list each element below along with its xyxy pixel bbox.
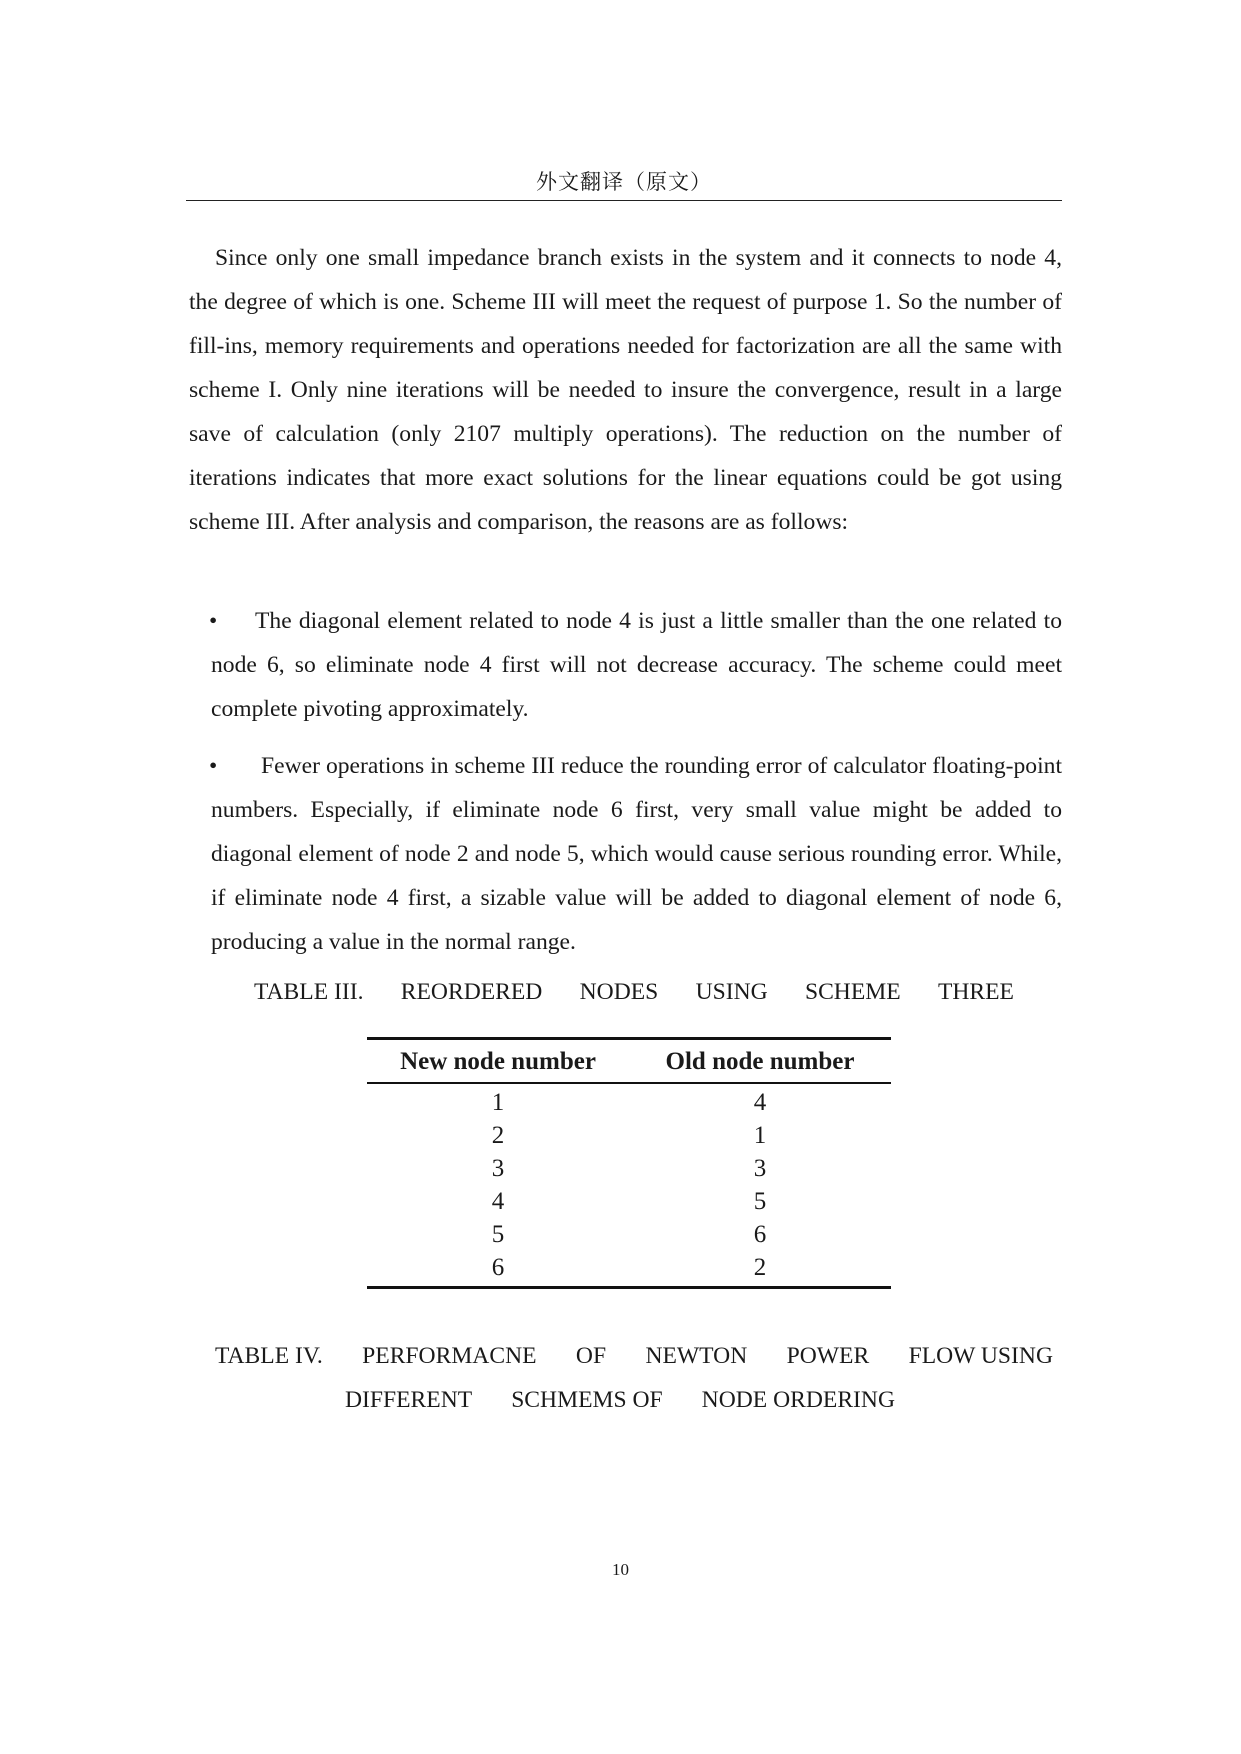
caption-word: DIFFERENT [345, 1387, 473, 1413]
caption-word: THREE [937, 979, 1014, 1005]
table-cell: 4 [753, 1089, 767, 1116]
table-cell: 2 [753, 1254, 767, 1281]
table-cell: 3 [753, 1155, 767, 1182]
table-caption [254, 979, 1014, 1006]
caption-word: USING [695, 979, 768, 1005]
caption-word: SCHEME [804, 979, 901, 1005]
table-row [367, 1218, 891, 1251]
column-header: Old node number [665, 1048, 855, 1075]
table-row [367, 1083, 891, 1119]
caption-word: SCHMEMS OF [511, 1387, 663, 1413]
table-row [367, 1185, 891, 1218]
bullet-text: The diagonal element related to node 4 is just a little smaller than the one related to node 6, so eliminate node 4 first will not decrease accuracy. The scheme could meet complete pivoting approximately. [211, 608, 1062, 722]
caption-word: NODE ORDERING [701, 1387, 895, 1413]
table-cell: 6 [753, 1221, 767, 1248]
bullet-item [211, 744, 1062, 964]
caption-word: PERFORMACNE [362, 1343, 537, 1369]
table-cell: 1 [753, 1122, 767, 1149]
caption-word: REORDERED [400, 979, 543, 1005]
caption-word: TABLE III. [254, 979, 364, 1005]
table-cell: 5 [753, 1188, 767, 1215]
bullet-marker: • [209, 608, 218, 634]
caption-word: OF [575, 1343, 607, 1369]
table-caption [215, 1343, 1053, 1370]
body-paragraph: Since only one small impedance branch exists in the system and it connects to node 4, the degree of which is one. Scheme III will meet the request of purpose 1. So the number of fill-ins, memory requirements and operations needed for factorization are all the same with scheme I. Only nine iterations will be needed to insure the convergence, result in a large save of calculation (only 2107 multiply operations). The reduction on the number of iterations indicates that more exact solutions for the linear equations could be got using scheme III. After analysis and comparison, the reasons are as follows: [189, 245, 1062, 535]
caption-word: TABLE IV. [215, 1343, 323, 1369]
bullet-item [211, 599, 1062, 731]
caption-word: NEWTON [645, 1343, 748, 1369]
table-row [367, 1152, 891, 1185]
page-number: 10 [612, 1560, 629, 1579]
table-caption-line2 [345, 1387, 895, 1414]
bullet-text: Fewer operations in scheme III reduce the rounding error of calculator floating-point numbers. Especially, if eliminate node 6 first, very small value might be added to diagonal element of node 2 and node 5, which would cause serious rounding error. While, if eliminate node 4 first, a sizable value will be added to diagonal element of node 6, producing a value in the normal range. [211, 753, 1062, 955]
table-cell: 3 [491, 1155, 505, 1182]
caption-word: POWER [786, 1343, 870, 1369]
table-header-row [367, 1039, 891, 1084]
caption-word: FLOW USING [908, 1343, 1053, 1369]
table-row [367, 1251, 891, 1288]
table-row [367, 1119, 891, 1152]
table-cell: 2 [491, 1122, 505, 1149]
table-cell: 1 [491, 1089, 505, 1116]
bullet-marker: • [209, 753, 218, 779]
page-header: 外文翻译（原文） [186, 166, 1062, 201]
caption-word: NODES [579, 979, 659, 1005]
table-cell: 5 [491, 1221, 505, 1248]
node-table [367, 1037, 891, 1289]
table-cell: 6 [491, 1254, 505, 1281]
column-header: New node number [400, 1048, 596, 1075]
table-cell: 4 [491, 1188, 505, 1215]
